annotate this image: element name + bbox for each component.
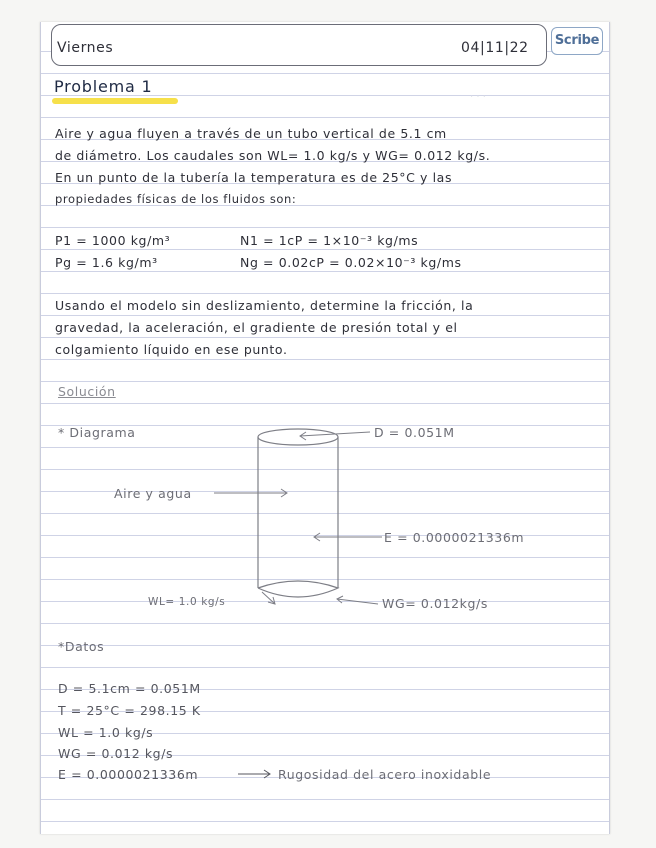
data-item: WL = 1.0 kg/s: [58, 725, 154, 740]
diagram-roughness-label: E = 0.0000021336m: [384, 530, 525, 545]
property-rho-liquid: P1 = 1000 kg/m³: [55, 233, 171, 248]
property-mu-gas: Ng = 0.02cP = 0.02×10⁻³ kg/ms: [240, 255, 462, 270]
data-item: T = 25°C = 298.15 K: [58, 703, 201, 718]
diameter-arrow: [300, 432, 370, 436]
pipe-top-ellipse: [258, 429, 338, 445]
problem-title: Problema 1: [54, 77, 153, 96]
data-label: *Datos: [58, 639, 105, 654]
question-line: gravedad, la aceleración, el gradiente de presión total y el: [55, 320, 458, 335]
header-day: Viernes: [57, 40, 114, 56]
property-rho-gas: Pg = 1.6 kg/m³: [55, 255, 158, 270]
question-line: colgamiento líquido en ese punto.: [55, 342, 288, 357]
wg-arrow: [337, 599, 378, 604]
scribe-logo: Scribe: [551, 27, 603, 55]
data-item: D = 5.1cm = 0.051M: [58, 681, 201, 696]
diagram-label: * Diagrama: [58, 425, 136, 440]
data-item: WG = 0.012 kg/s: [58, 746, 174, 761]
header-date: 04|11|22: [461, 40, 529, 56]
solution-heading: Solución: [58, 384, 116, 399]
data-item: E = 0.0000021336m: [58, 767, 199, 782]
statement-line: propiedades físicas de los fluidos son:: [55, 192, 297, 206]
pipe-bottom-ellipse: [258, 581, 338, 597]
statement-line: En un punto de la tubería la temperatura es de 25°C y las: [55, 170, 453, 185]
diagram-diameter-label: D = 0.051M: [374, 425, 455, 440]
diagram-wg-label: WG= 0.012kg/s: [382, 596, 488, 611]
roughness-note: Rugosidad del acero inoxidable: [278, 767, 492, 782]
question-line: Usando el modelo sin deslizamiento, determine la fricción, la: [55, 298, 474, 313]
statement-line: de diámetro. Los caudales son WL= 1.0 kg/s y WG= 0.012 kg/s.: [55, 148, 491, 163]
statement-line: Aire y agua fluyen a través de un tubo vertical de 5.1 cm: [55, 126, 447, 141]
diagram-wl-label: WL= 1.0 kg/s: [148, 596, 226, 608]
property-mu-liquid: N1 = 1cP = 1×10⁻³ kg/ms: [240, 233, 419, 248]
show-through: · · ·: [470, 92, 486, 103]
diagram-flow-label: Aire y agua: [114, 486, 192, 501]
